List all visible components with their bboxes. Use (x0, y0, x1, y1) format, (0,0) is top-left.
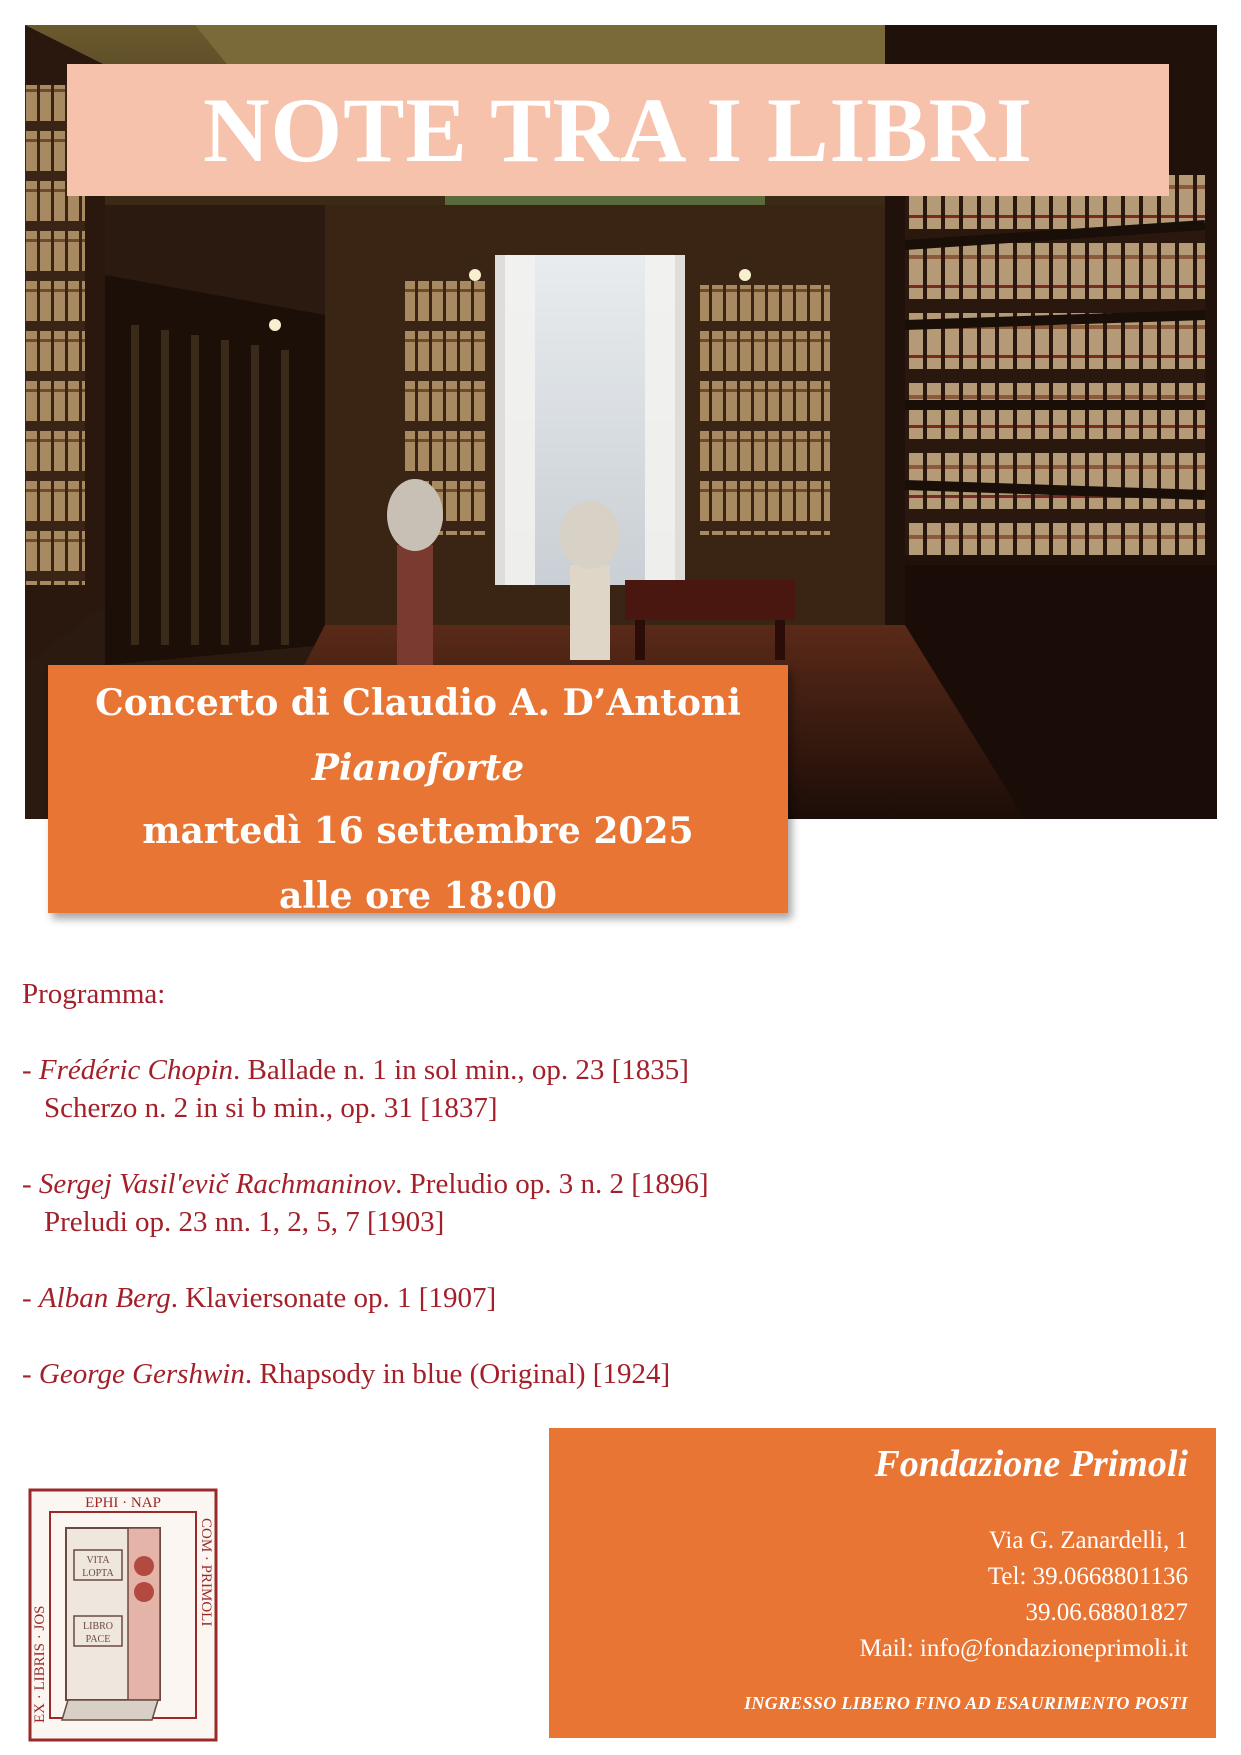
performer-line: Concerto di Claudio A. D’Antoni (95, 682, 741, 724)
program-entry (22, 1165, 709, 1241)
entry-prefix: - (22, 1168, 39, 1200)
contact-info (859, 1523, 1188, 1667)
foundation-box (549, 1428, 1216, 1738)
svg-text:EPHI · NAP: EPHI · NAP (85, 1495, 161, 1511)
work-title: . Ballade n. 1 in sol min., op. 23 [1835] (233, 1054, 689, 1086)
instrument: Pianoforte (311, 747, 525, 789)
phone-1: Tel: 39.0668801136 (987, 1563, 1188, 1590)
poster-title: NOTE TRA I LIBRI (203, 79, 1033, 181)
address: Via G. Zanardelli, 1 (988, 1527, 1188, 1554)
svg-text:LIBRO: LIBRO (83, 1621, 113, 1632)
free-entry-note: INGRESSO LIBERO FINO AD ESAURIMENTO POSTI (744, 1693, 1188, 1713)
composer-name: Alban Berg (38, 1282, 171, 1314)
work-title: . Klaviersonate op. 1 [1907] (170, 1282, 497, 1314)
svg-text:VITA: VITA (86, 1555, 110, 1566)
work-title: . Rhapsody in blue (Original) [1924] (244, 1358, 671, 1390)
phone-2: 39.06.68801827 (1025, 1599, 1188, 1626)
foundation-name: Fondazione Primoli (874, 1443, 1188, 1485)
entry-prefix: - (22, 1358, 39, 1390)
program-section (22, 975, 709, 1431)
entry-prefix: - (22, 1054, 39, 1086)
entry-prefix: - (22, 1282, 39, 1314)
svg-text:PACE: PACE (85, 1634, 111, 1645)
composer-name: Sergej Vasil'evič Rachmaninov (38, 1168, 396, 1200)
program-entry (22, 1279, 709, 1317)
concert-time: alle ore 18:00 (278, 875, 557, 917)
svg-text:EX · LIBRIS · JOS: EX · LIBRIS · JOS (32, 1605, 48, 1723)
ex-libris-illustration (28, 1488, 218, 1742)
ex-libris-logo (28, 1488, 218, 1742)
concert-date: martedì 16 settembre 2025 (142, 810, 694, 852)
composer-name: George Gershwin (38, 1358, 245, 1390)
composer-name: Frédéric Chopin (38, 1054, 234, 1086)
program-entry (22, 1355, 709, 1393)
svg-text:LOPTA: LOPTA (82, 1568, 114, 1579)
work-title: Preludi op. 23 nn. 1, 2, 5, 7 [1903] (44, 1206, 445, 1238)
concert-info-box (48, 665, 788, 917)
program-heading: Programma: (22, 978, 166, 1010)
title-band (67, 64, 1169, 196)
program-entry (22, 1051, 709, 1127)
svg-text:COM · PRIMOLI: COM · PRIMOLI (198, 1518, 214, 1627)
work-title: Scherzo n. 2 in si b min., op. 31 [1837] (44, 1092, 498, 1124)
email: Mail: info@fondazioneprimoli.it (859, 1635, 1188, 1662)
work-title: . Preludio op. 3 n. 2 [1896] (395, 1168, 709, 1200)
